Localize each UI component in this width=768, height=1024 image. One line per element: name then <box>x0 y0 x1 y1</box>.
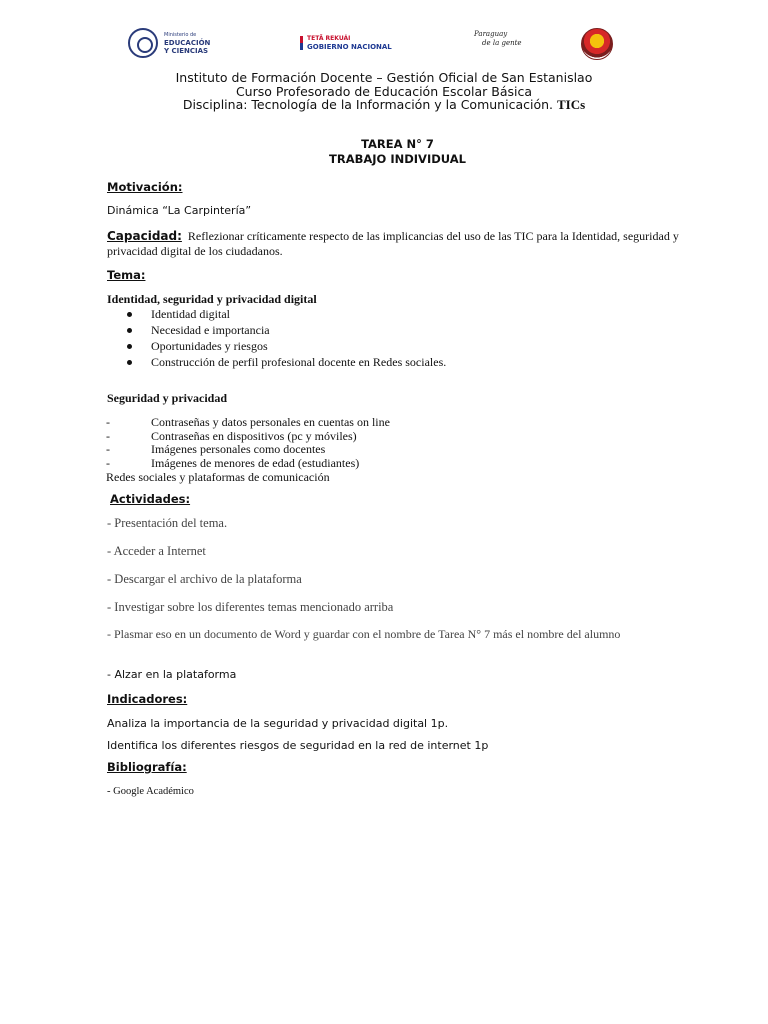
list-item: - Alzar en la plataforma <box>107 668 237 681</box>
flag-icon <box>300 36 303 50</box>
bullet-icon <box>127 328 132 333</box>
list-item: - Investigar sobre los diferentes temas mencionado arriba <box>107 600 394 614</box>
mec-logo-small-text: Ministerio de <box>164 32 197 38</box>
discipline-line <box>0 97 768 113</box>
gobierno-nacional-logo <box>300 26 392 60</box>
bibliografia-heading: Bibliografía: <box>107 760 187 774</box>
list-item: Necesidad e importancia <box>127 323 270 338</box>
institution-name: Instituto de Formación Docente – Gestión Oficial de San Estanislao <box>175 70 593 85</box>
capacidad-paragraph <box>107 229 697 259</box>
bullet-icon <box>127 312 132 317</box>
motivacion-text: Dinámica “La Carpintería” <box>107 204 252 217</box>
seguridad-trailing: Redes sociales y plataformas de comunicación <box>106 470 330 484</box>
list-item: - Contraseñas en dispositivos (pc y móviles) <box>106 429 357 443</box>
list-item: Oportunidades y riesgos <box>127 339 268 354</box>
list-item: - Descargar el archivo de la plataforma <box>107 572 302 586</box>
bullet-icon <box>127 360 132 365</box>
tema-subheading: Identidad, seguridad y privacidad digital <box>107 292 317 306</box>
bullet-icon <box>127 344 132 349</box>
list-item: Identidad digital <box>127 307 230 322</box>
gobierno-logo-line2: GOBIERNO NACIONAL <box>307 43 392 51</box>
mec-seal-icon <box>128 28 158 58</box>
capacidad-text: Reflezionar críticamente respecto de las implicancias del uso de las TIC para la Identidad, seguridad y privacidad digital de los ciudadanos. <box>107 229 679 258</box>
mec-logo-line1: EDUCACIÓN <box>164 39 211 47</box>
list-item: Construcción de perfil profesional docente en Redes sociales. <box>127 355 446 370</box>
signature-line1: Paraguay <box>474 30 508 38</box>
list-item: - Google Académico <box>107 786 194 797</box>
seguridad-heading: Seguridad y privacidad <box>107 391 228 405</box>
discipline-text: Disciplina: Tecnología de la Información y la Comunicación. <box>182 97 553 112</box>
paraguay-signature-logo <box>474 30 522 64</box>
list-item: - Imágenes de menores de edad (estudiantes) <box>106 456 360 470</box>
capacidad-heading: Capacidad: <box>107 229 182 243</box>
task-title: TAREA N° 7 <box>361 137 434 151</box>
list-item: - Contraseñas y datos personales en cuentas on line <box>106 415 390 429</box>
list-item: Identifica los diferentes riesgos de seguridad en la red de internet 1p <box>107 739 489 752</box>
discipline-acronym: TICs <box>556 97 586 112</box>
motivacion-heading: Motivación: <box>107 180 183 194</box>
header-logos <box>0 26 768 62</box>
course-name: Curso Profesorado de Educación Escolar Básica <box>235 84 533 99</box>
mec-logo <box>128 26 210 60</box>
list-item: - Plasmar eso en un documento de Word y guardar con el nombre de Tarea N° 7 más el nombre del alumno <box>107 627 621 641</box>
tema-heading: Tema: <box>107 268 146 282</box>
gobierno-logo-line1: TETÃ REKUÁI <box>307 35 351 42</box>
list-item: Analiza la importancia de la seguridad y privacidad digital 1p. <box>107 717 449 730</box>
mec-logo-line2: Y CIENCIAS <box>164 47 209 55</box>
institute-emblem-icon <box>581 28 613 60</box>
list-item: - Presentación del tema. <box>107 516 228 530</box>
task-type: TRABAJO INDIVIDUAL <box>329 152 466 166</box>
actividades-heading: Actividades: <box>110 492 191 506</box>
indicadores-heading: Indicadores: <box>107 692 188 706</box>
list-item: - Acceder a Internet <box>107 544 206 558</box>
signature-line2: de la gente <box>482 39 522 47</box>
list-item: - Imágenes personales como docentes <box>106 442 326 456</box>
